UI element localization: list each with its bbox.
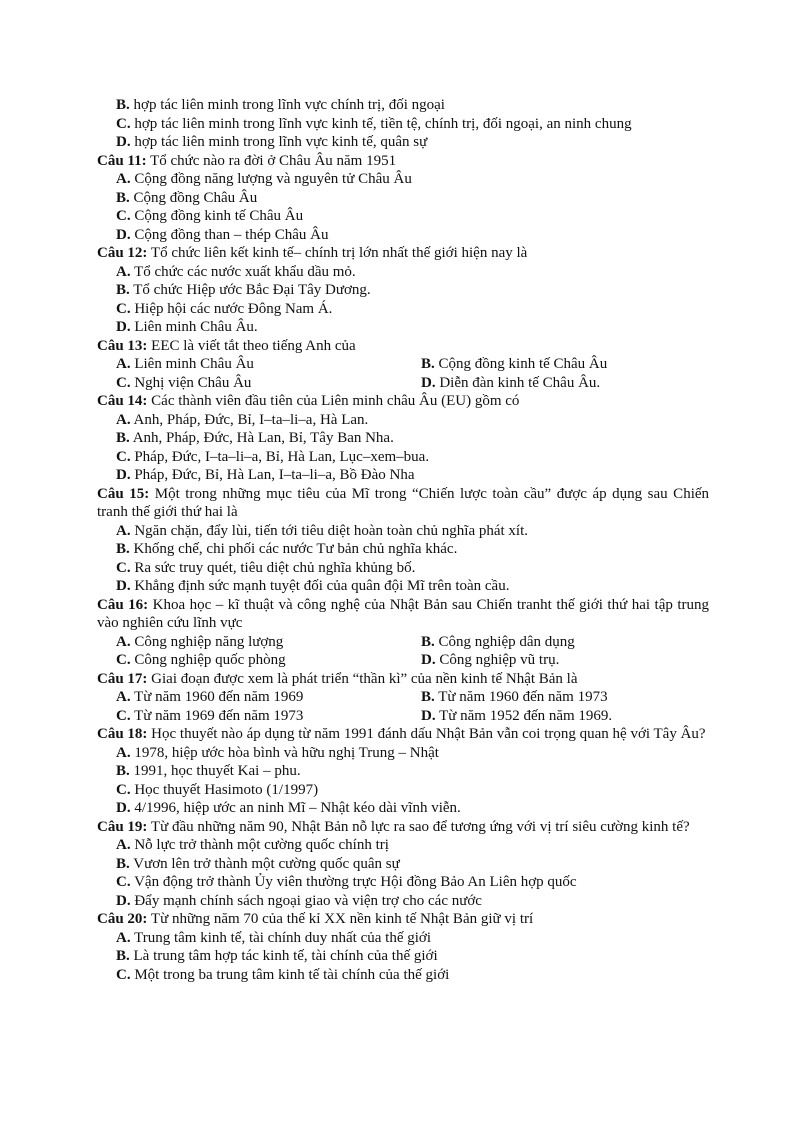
option-row	[97, 688, 709, 707]
option-text: Học thuyết Hasimoto (1/1997)	[134, 781, 319, 798]
option	[97, 929, 709, 948]
option	[97, 633, 402, 652]
option-letter: A.	[116, 929, 131, 946]
option-text: hợp tác liên minh trong lĩnh vực kinh tế, quân sự	[134, 134, 428, 150]
option-text: Tổ chức Hiệp ước Bắc Đại Tây Dương.	[133, 282, 371, 298]
question-text: Tổ chức nào ra đời ở Châu Âu năm 1951	[150, 152, 397, 169]
option-row	[97, 651, 709, 670]
option	[97, 836, 709, 855]
option-text: Pháp, Đức, Bỉ, Hà Lan, I–ta–li–a, Bồ Đào Nha	[134, 467, 415, 483]
option	[402, 633, 707, 652]
option	[97, 855, 709, 874]
option-text: Nghị viện Châu Âu	[134, 374, 252, 391]
option-text: Hiệp hội các nước Đông Nam Á.	[134, 300, 333, 317]
question-stem	[97, 244, 709, 263]
question-stem	[97, 152, 709, 171]
option-text: Từ năm 1952 đến năm 1969.	[439, 707, 613, 724]
option-letter: D.	[421, 374, 436, 391]
option-letter: D.	[116, 467, 131, 483]
option-letter: B.	[421, 633, 435, 650]
question-label: Câu 11:	[97, 152, 147, 169]
option-letter: B.	[421, 689, 435, 705]
option-text: Cộng đồng than – thép Châu Âu	[134, 226, 329, 243]
option-letter: B.	[116, 948, 130, 964]
option-text: Trung tâm kinh tế, tài chính duy nhất của thế giới	[134, 929, 431, 946]
option-letter: B.	[116, 541, 130, 557]
question-stem	[97, 910, 709, 929]
option	[97, 189, 709, 208]
option	[97, 762, 709, 781]
option-letter: B.	[116, 282, 130, 298]
option-letter: D.	[116, 892, 131, 909]
option	[97, 799, 709, 818]
option-text: Pháp, Đức, I–ta–li–a, Bỉ, Hà Lan, Lục–xem–bua.	[134, 448, 430, 465]
option-text: Anh, Pháp, Đức, Bỉ, I–ta–li–a, Hà Lan.	[133, 411, 369, 428]
option-text: Ngăn chặn, đẩy lùi, tiến tới tiêu diệt hoàn toàn chủ nghĩa phát xít.	[134, 522, 529, 539]
option	[97, 281, 709, 300]
question-text: Các thành viên đầu tiên của Liên minh châu Âu (EU) gồm có	[151, 393, 520, 409]
option	[97, 207, 709, 226]
option	[97, 263, 709, 282]
option-text: Diễn đàn kinh tế Châu Âu.	[439, 374, 601, 391]
question-text: Từ đầu những năm 90, Nhật Bản nỗ lực ra sao để tương ứng với vị trí siêu cường kinh tế?	[150, 818, 690, 835]
option-text: Cộng đồng Châu Âu	[133, 189, 258, 206]
option	[97, 707, 402, 726]
option-letter: C.	[116, 781, 131, 798]
option	[97, 226, 709, 245]
option-letter: A.	[116, 689, 131, 705]
option-text: Liên minh Châu Âu.	[134, 319, 258, 335]
option	[97, 651, 402, 670]
option-letter: B.	[116, 855, 130, 872]
question-label: Câu 18:	[97, 726, 148, 742]
option-letter: D.	[421, 707, 436, 724]
option-text: 1978, hiệp ước hòa bình và hữu nghị Trung – Nhật	[134, 744, 439, 761]
question-label: Câu 12:	[97, 245, 148, 261]
question-text: Tổ chức liên kết kinh tế– chính trị lớn nhất thế giới hiện nay là	[150, 245, 528, 261]
option-letter: D.	[421, 652, 436, 668]
option-letter: D.	[116, 226, 131, 243]
option	[97, 577, 709, 596]
option	[97, 374, 402, 393]
option-letter: B.	[116, 430, 130, 446]
option	[97, 522, 709, 541]
option-row	[97, 355, 709, 374]
question-stem	[97, 485, 709, 522]
option-row	[97, 707, 709, 726]
option-letter: B.	[116, 763, 130, 779]
question-label: Câu 13:	[97, 337, 148, 354]
option-letter: D.	[116, 578, 131, 594]
option	[402, 688, 707, 707]
option	[97, 559, 709, 578]
option-letter: C.	[116, 874, 131, 890]
option-letter: A.	[116, 633, 131, 650]
option	[97, 170, 709, 189]
question-label: Câu 20:	[97, 911, 148, 927]
option	[97, 300, 709, 319]
option-text: Từ năm 1969 đến năm 1973	[134, 707, 304, 724]
option-text: Nỗ lực trở thành một cường quốc chính trị	[134, 837, 389, 853]
option-row	[97, 374, 709, 393]
document-page	[97, 96, 709, 984]
option-letter: C.	[116, 707, 131, 724]
question-label: Câu 19:	[97, 818, 148, 835]
question-label: Câu 15:	[97, 485, 150, 502]
question-text: Giai đoạn được xem là phát triển “thần kì” của nền kinh tế Nhật Bản là	[151, 670, 578, 687]
option	[97, 448, 709, 467]
option-text: Vận động trở thành Ủy viên thường trực Hội đồng Bảo An Liên hợp quốc	[134, 874, 577, 890]
option-text: hợp tác liên minh trong lĩnh vực kinh tế, tiền tệ, chính trị, đối ngoại, an ninh chung	[134, 115, 632, 132]
option-letter: B.	[421, 356, 435, 372]
question-text: Một trong những mục tiêu của Mĩ trong “Chiến lược toàn cầu” được áp dụng sau Chiến tranh thế giới thứ hai là	[97, 485, 710, 520]
option-text: Đẩy mạnh chính sách ngoại giao và viện trợ cho các nước	[134, 892, 482, 909]
option-text: Ra sức truy quét, tiêu diệt chủ nghĩa khủng bố.	[134, 559, 416, 576]
option-text: hợp tác liên minh trong lĩnh vực chính trị, đối ngoại	[133, 97, 445, 113]
question-stem	[97, 337, 709, 356]
option	[97, 466, 709, 485]
option-text: Là trung tâm hợp tác kinh tế, tài chính của thế giới	[133, 948, 438, 964]
option-text: 4/1996, hiệp ước an ninh Mĩ – Nhật kéo dài vĩnh viễn.	[134, 800, 461, 816]
option-letter: A.	[116, 411, 131, 428]
option	[402, 355, 707, 374]
question-text: Học thuyết nào áp dụng từ năm 1991 đánh dấu Nhật Bản vẫn coi trọng quan hệ với Tây Âu?	[151, 726, 706, 742]
option-letter: A.	[116, 522, 131, 539]
question-stem	[97, 670, 709, 689]
option-text: Cộng đồng kinh tế Châu Âu	[438, 356, 608, 372]
option-text: Anh, Pháp, Đức, Hà Lan, Bỉ, Tây Ban Nha.	[132, 430, 394, 446]
option-text: Một trong ba trung tâm kinh tế tài chính của thế giới	[134, 966, 450, 983]
option-text: Liên minh Châu Âu	[134, 356, 254, 372]
option-text: Vươn lên trở thành một cường quốc quân sự	[133, 855, 400, 872]
option	[402, 374, 707, 393]
option	[97, 411, 709, 430]
question-stem	[97, 392, 709, 411]
question-label: Câu 17:	[97, 670, 148, 687]
option	[97, 781, 709, 800]
option	[97, 133, 709, 152]
option-text: Công nghiệp quốc phòng	[134, 652, 286, 668]
option-text: 1991, học thuyết Kai – phu.	[133, 763, 301, 779]
option	[97, 96, 709, 115]
option	[97, 873, 709, 892]
question-stem	[97, 818, 709, 837]
option-text: Tổ chức các nước xuất khẩu dầu mỏ.	[134, 263, 356, 280]
question-label: Câu 16:	[97, 596, 149, 613]
option-letter: D.	[116, 319, 131, 335]
option-letter: A.	[116, 263, 131, 280]
option-letter: B.	[116, 189, 130, 206]
option-letter: A.	[116, 837, 131, 853]
option-letter: C.	[116, 374, 131, 391]
option-letter: C.	[116, 966, 131, 983]
option-letter: A.	[116, 744, 131, 761]
option-letter: C.	[116, 652, 131, 668]
option-text: Từ năm 1960 đến năm 1969	[134, 689, 304, 705]
option	[97, 355, 402, 374]
option-letter: C.	[116, 208, 131, 224]
option-letter: D.	[116, 800, 131, 816]
option-letter: C.	[116, 559, 131, 576]
option	[97, 115, 709, 134]
option	[97, 966, 709, 985]
option-letter: A.	[116, 171, 131, 187]
option-text: Khống chế, chi phối các nước Tư bản chủ nghĩa khác.	[133, 541, 458, 557]
option-text: Công nghiệp dân dụng	[438, 633, 575, 650]
option-text: Từ năm 1960 đến năm 1973	[438, 689, 608, 705]
option-letter: C.	[116, 448, 131, 465]
option-text: Cộng đồng kinh tế Châu Âu	[134, 208, 304, 224]
question-stem	[97, 596, 709, 633]
option	[97, 540, 709, 559]
option	[97, 688, 402, 707]
option-letter: A.	[116, 356, 131, 372]
option-text: Khẳng định sức mạnh tuyệt đối của quân đội Mĩ trên toàn cầu.	[134, 578, 510, 594]
option-text: Công nghiệp năng lượng	[134, 633, 284, 650]
option-letter: D.	[116, 134, 131, 150]
option-row	[97, 633, 709, 652]
option-text: Công nghiệp vũ trụ.	[439, 652, 560, 668]
option	[97, 429, 709, 448]
option-letter: C.	[116, 115, 131, 132]
option	[97, 947, 709, 966]
option-letter: B.	[116, 97, 130, 113]
option-letter: C.	[116, 300, 131, 317]
question-text: Khoa học – kĩ thuật và công nghệ của Nhật Bản sau Chiến tranht thế giới thứ hai tập trung vào nghiên cứu lĩnh vực	[97, 596, 710, 631]
option-text: Cộng đồng năng lượng và nguyên tử Châu Âu	[134, 171, 412, 187]
question-label: Câu 14:	[97, 393, 148, 409]
option	[97, 892, 709, 911]
question-text: Từ những năm 70 của thế kỉ XX nền kinh tế Nhật Bản giữ vị trí	[150, 911, 534, 927]
question-stem	[97, 725, 709, 744]
option	[97, 318, 709, 337]
question-text: EEC là viết tắt theo tiếng Anh của	[151, 337, 356, 354]
option	[402, 707, 707, 726]
option	[97, 744, 709, 763]
option	[402, 651, 707, 670]
